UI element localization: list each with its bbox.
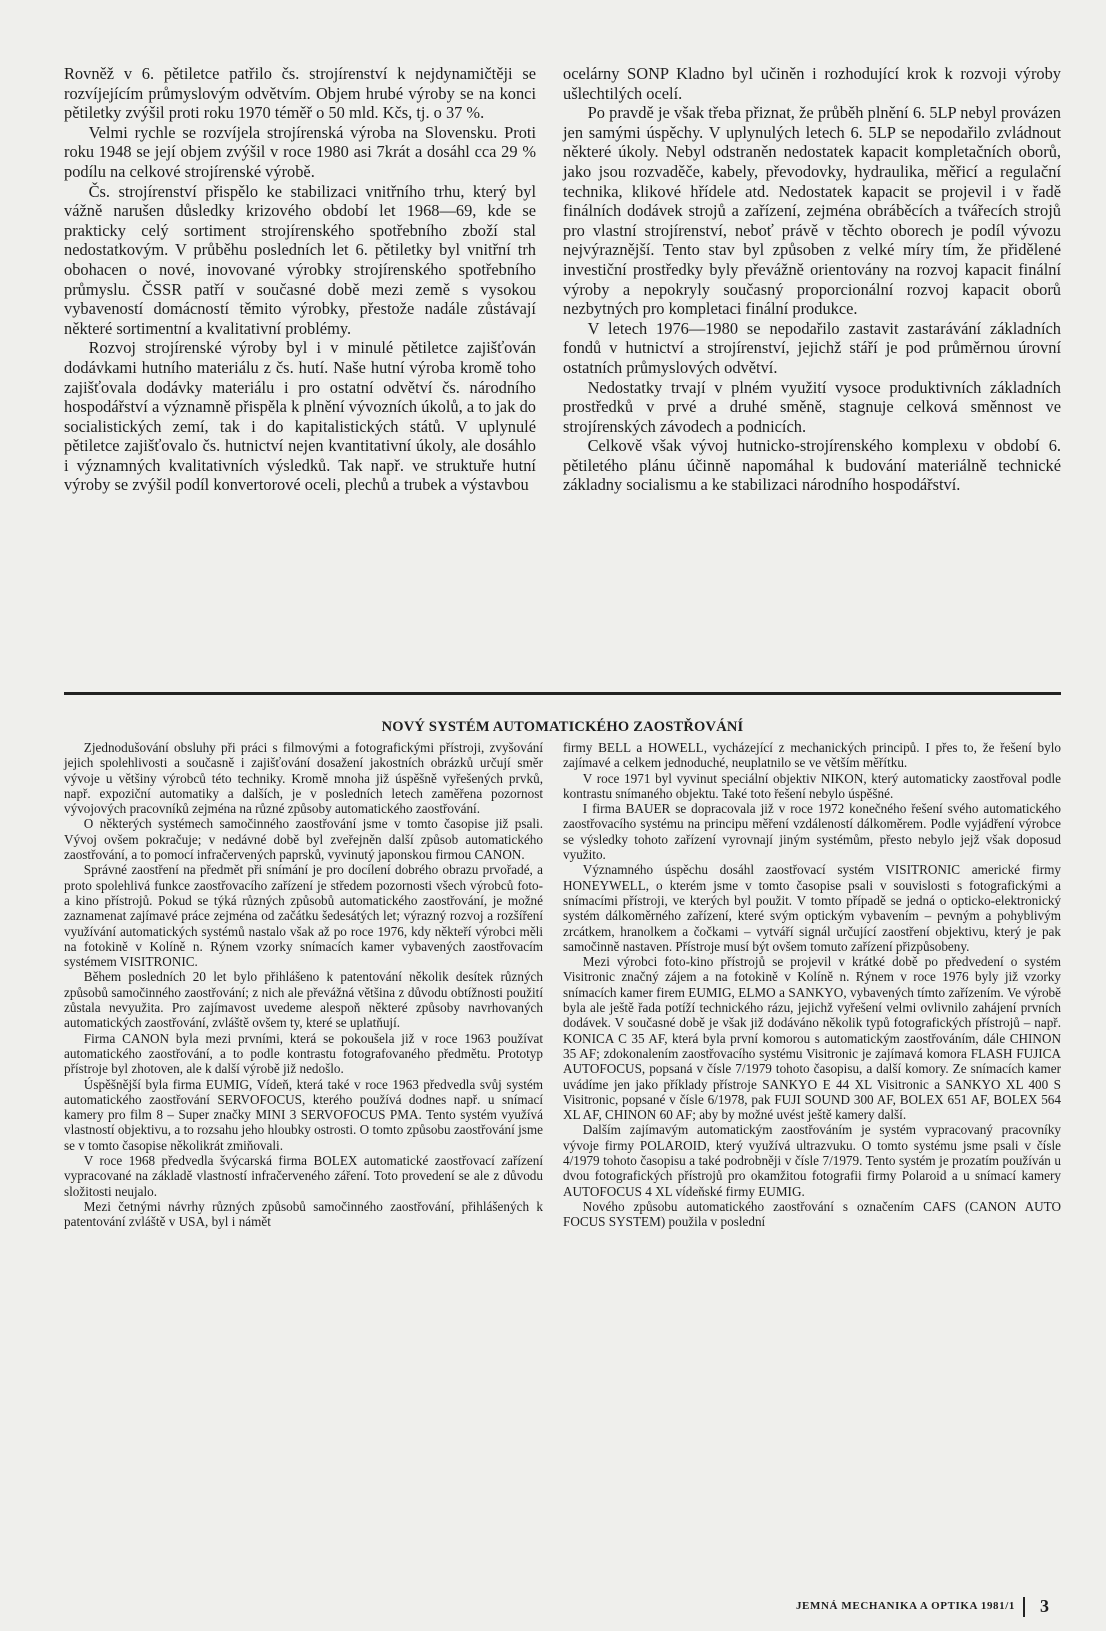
paragraph: Mezi výrobci foto-kino přístrojů se projevil v krátké době po předvedení o systém Visitronic značný zájem a na fotokině v Kolíně n. Rýnem v roce 1976 byly již vzorky snímacích kamer firem EUMIG, ELMO a SANKYO, vybavených tímto zařízením. Ve výrobě byla ale ještě řada potíží technického rázu, jejichž vyřešení velmi ovlivnilo zahájení prvních dodávek. V současné době je však již dodáváno několik typů fotografických přístrojů – např. KONICA C 35 AF, která byla první komorou s automatickým zaostřováním, dále CHINON 35 AF; zdokonalením zaostřovacího systému Visitronic je zajímavá komora FLASH FUJICA AUTOFOCUS, popsaná v čísle 7/1979 tohoto časopisu, a další komory. Ze snímacích kamer uvádíme jen jako příklady přístroje SANKYO E 44 XL Visitronic a SANKYO XL 400 S Visitronic, popsané v čísle 6/1978, pak FUJI SOUND 300 AF, BOLEX 651 AF, BOLEX 564 XL AF, CHINON 60 AF; aby by možné uvést ještě kamery další. [563,954,1061,1123]
paragraph: O některých systémech samočinného zaostřování jsme v tomto časopise již psali. Vývoj ovšem pokračuje; v nedávné době byl zveřejněn další způsob automatického zaostřování, a to pomocí infračervených paprsků, vyvinutý japonskou firmou CANON. [64,816,543,863]
paragraph: Mezi četnými návrhy různých způsobů samočinného zaostřování, přihlášených k patentování zvláště v USA, byl i námět [64,1198,543,1230]
paragraph: Úspěšnější byla firma EUMIG, Vídeň, která také v roce 1963 předvedla svůj systém automatického zaostřování SERVOFOCUS, kterého používá dodnes např. u snímací kamery pro film 8 – Super značky MINI 3 SERVOFOCUS PMA. Tento systém využívá vlastností objektivu, a to rozsahu jeho hloubky ostrosti. O tomto způsobu zaostřování jsme se v tomto časopise několikrát zmiňovali. [64,1076,543,1153]
journal-title: JEMNÁ MECHANIKA A OPTIKA 1981/1 [795,1600,1015,1612]
paragraph: Čs. strojírenství přispělo ke stabilizaci vnitřního trhu, který byl vážně narušen důsledky krizového období let 1968—69, kde se prakticky celý sortiment strojírenského spotřebního zboží stal nedostatkovým. V průběhu posledních let 6. pětiletky byl vnitřní trh obohacen o nové, inovované výrobky strojírenského spotřebního průmyslu. ČSSR patří v současné době mezi země s vysokou vybaveností domácností těmito výrobky, přestože nadále zůstávají některé sortimentní a kvalitativní problémy. [64,181,536,338]
paragraph: Po pravdě je však třeba přiznat, že průběh plnění 6. 5LP nebyl provázen jen samými úspěchy. V uplynulých letech 6. 5LP se nepodařilo zvládnout některé úkoly. Nebyl odstraněn nedostatek kapacit kompletačních oborů, jako jsou rozvaděče, kabely, převodovky, hydraulika, měřicí a regulační technika, klikové hřídele atd. Nedostatek kapacit se projevil i v řadě finálních dodávek strojů a zařízení, zejména obráběcích a tvářecích strojů pro vlastní strojírenství, neboť právě v těchto oborech je podíl vývozu nejvýraznější. Tento stav byl způsoben z velké míry tím, že přidělené investiční prostředky byly převážně orientovány na rozvoj kapacit finální výroby a nepokryly současný proporcionální rozvoj kapacit oborů nezbytných pro kompletaci finální produkce. [563,103,1061,319]
paragraph: Rozvoj strojírenské výroby byl i v minulé pětiletce zajišťován dodávkami hutního materiálu z čs. hutí. Naše hutní výroba kromě toho zajišťovala dodávky materiálu i pro ostatní odvětví čs. národního hospodářství a významně přispěla k plnění vývozních úkolů, a to jak do socialistických zemí, tak i do kapitalistických států. V uplynulé pětiletce zajišťovalo čs. hutnictví nejen kvantitativní úkoly, ale dosáhlo i významných kvalitativních výsledků. Tak např. ve struktuře hutní výroby se zvýšil podíl konvertorové oceli, plechů a trubek a výstavbou [64,338,536,495]
paragraph: Velmi rychle se rozvíjela strojírenská výroba na Slovensku. Proti roku 1948 se její objem zvýšil v roce 1980 asi 7krát a dosáhl cca 29 % podílu na celkové strojírenské výrobě. [64,122,536,181]
page-footer [760,1596,1061,1618]
paragraph: Firma CANON byla mezi prvními, která se pokoušela již v roce 1963 používat automatického zaostřování, a to podle kontrastu fotografovaného předmětu. Prototyp přístroje byl zhotoven, ale k další výrobě již nedošlo. [64,1030,543,1077]
paragraph: Celkově však vývoj hutnicko-strojírenského komplexu v období 6. pětiletého plánu účinně napomáhal k budování materiálně technické základny socialismu a ke stabilizaci národního hospodářství. [563,436,1061,495]
paragraph: Rovněž v 6. pětiletce patřilo čs. strojírenství k nejdynamičtěji se rozvíjejícím průmyslovým odvětvím. Objem hrubé výroby se na konci pětiletky zvýšil proti roku 1970 téměř o 50 mld. Kčs, tj. o 37 %. [64,64,536,123]
article-title: NOVÝ SYSTÉM AUTOMATICKÉHO ZAOSTŘOVÁNÍ [381,719,744,735]
page-number: 3 [1040,1596,1049,1616]
paragraph: V roce 1971 byl vyvinut speciální objektiv NIKON, který automaticky zaostřoval podle kontrastu snímaného objektu. Také toto řešení nebylo úspěšné. [563,770,1061,801]
top-left-column [64,64,536,495]
article-right-column [563,740,1061,1230]
article-left-column [64,740,543,1230]
paragraph: Zjednodušování obsluhy při práci s filmovými a fotografickými přístroji, zvyšování jejich spolehlivosti a současně i zajišťování dosažení jakostních obrázků určují směr vývoje u většiny výrobců této techniky. Kromě mnoha již úspěšně vyřešených prvků, např. expoziční automatiky a dalších, je v posledních letech zaměřena pozornost vývojových pracovníků zejména na různé způsoby automatického zaostřování. [64,740,543,817]
paragraph: I firma BAUER se dopracovala již v roce 1972 konečného řešení svého automatického zaostřovacího systému na principu měření vzdáleností dálkoměrem. Podle vyjádření výrobce se výsledky tohoto zařízení vyrovnají jiným systémům, přesto nebylo jejž však doposud využito. [563,801,1061,863]
section-divider [64,692,1061,695]
paragraph: Nedostatky trvají v plném využití vysoce produktivních základních prostředků v prvé a druhé směně, stagnuje celková směnnost ve strojírenských závodech a podnicích. [563,377,1061,436]
paragraph: V letech 1976—1980 se nepodařilo zastavit zastarávání základních fondů v hutnictví a strojírenství, jejichž stáří je pod průměrnou úrovní ostatních průmyslových odvětví. [563,318,1061,377]
paragraph: Nového způsobu automatického zaostřování s označením CAFS (CANON AUTO FOCUS SYSTEM) použila v poslední [563,1198,1061,1230]
paragraph: Správné zaostření na předmět při snímání je pro docílení dobrého obrazu prvořadé, a proto spolehlivá funkce zaostřovacího zařízení je středem pozornosti všech výrobců foto- a kino přístrojů. Pokud se týká různých způsobů automatického zaostřování, je možné zaznamenat zajímavé práce zejména od začátku šedesátých let; výrazný rozvoj a rozšíření využívání automatických systémů nastalo však až po roce 1976, kdy někteří výrobci měli na fotokině v Kolíně n. Rýnem vzorky snímacích kamer vybavených zaostřovacím systémem VISITRONIC. [64,862,543,970]
paragraph: Dalším zajímavým automatickým zaostřováním je systém vypracovaný pracovníky vývoje firmy POLAROID, který využívá ultrazvuku. O tomto systému jsme psali v čísle 4/1979 tohoto časopisu a také podrobněji v čísle 7/1979. Tento systém je prozatím používán u dvou fotografických přístrojů pro okamžitou fotografii firmy Polaroid a u snímací kamery AUTOFOCUS 4 XL vídeňské firmy EUMIG. [563,1122,1061,1199]
paragraph: Významného úspěchu dosáhl zaostřovací systém VISITRONIC americké firmy HONEYWELL, o kterém jsme v tomto časopise psali v souvislosti s fotografickými a snímacími přístroji, ve kterých byl použit. V tomto případě se jedná o opticko-elektronický systém dálkoměrného zařízení, které svým optickým vybavením – pevným a pohyblivým zrcátkem, hranolkem a čočkami – vytváří signál určující zaostření objektivu, který je pak samočinně nastaven. Přístroje musí být ovšem tomuto zařízení přizpůsobeny. [563,862,1061,954]
paragraph: Během posledních 20 let bylo přihlášeno k patentování několik desítek různých způsobů samočinného zaostřování; z nich ale převážná většina z důvodu obtížnosti použití zůstala nevyužita. Pro zajímavost uvedeme alespoň některé způsoby navrhovaných automatických zaostřování, zvláště ovšem ty, které se uplatňují. [64,969,543,1031]
paragraph: ocelárny SONP Kladno byl učiněn i rozhodující krok k rozvoji výroby ušlechtilých ocelí. [563,64,1061,103]
footer-divider [1023,1597,1025,1617]
paragraph: firmy BELL a HOWELL, vycházející z mechanických principů. I přes to, že řešení bylo zajímavé a celkem jednoduché, neuplatnilo se ve větším měřítku. [563,740,1061,771]
top-right-column [563,64,1061,495]
paragraph: V roce 1968 předvedla švýcarská firma BOLEX automatické zaostřovací zařízení vypracované na základě vlastností infračerveného záření. Toto provedení se ale z důvodu složitosti neujalo. [64,1153,543,1199]
